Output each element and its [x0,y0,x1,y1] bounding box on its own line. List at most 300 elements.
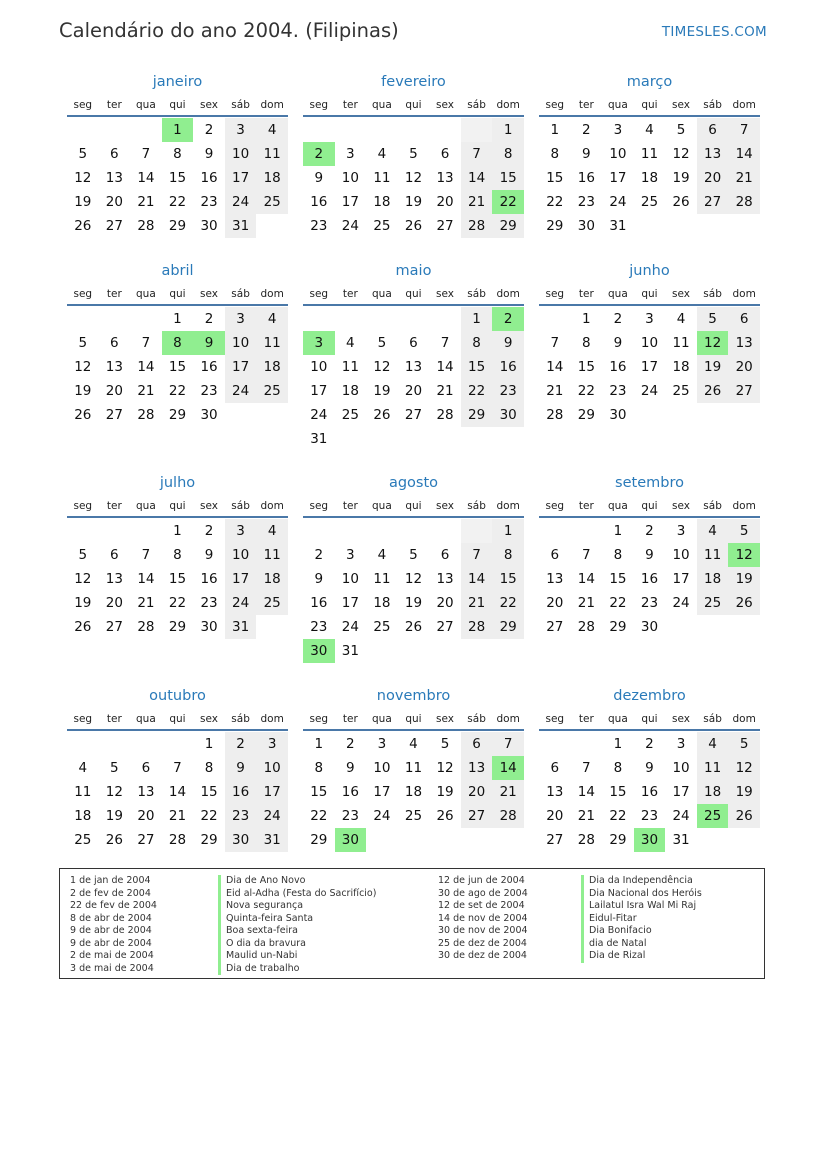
legend-date: 9 de abr de 2004 [70,937,152,949]
brand-link[interactable]: TIMESLES.COM [661,24,767,40]
day-cell: 4 [256,519,288,543]
day-cell: 25 [373,619,391,635]
day-cell: 25 [74,832,92,848]
day-cell: 26 [74,218,92,234]
weekday-label: seg [309,713,329,725]
day-cell: 12 [672,146,690,162]
day-grid [539,519,760,639]
weekday-label: seg [545,288,565,300]
day-cell: 24 [225,379,257,403]
weekday-label: dom [732,500,756,512]
legend-holiday-name: Dia de Rizal [581,950,702,963]
day-cell: 27 [436,218,454,234]
day-cell: 2 [645,523,654,539]
day-cell: 1 [613,523,623,539]
empty-day-cell [665,403,697,427]
day-cell: 19 [373,383,391,399]
weekday-label: sáb [467,99,486,111]
empty-day-cell [398,519,430,543]
day-cell: 1 [613,736,623,752]
empty-day-cell [335,519,367,543]
holiday-day-cell: 22 [492,190,524,214]
weekday-label: sáb [231,288,250,300]
empty-day-cell [366,639,398,663]
day-cell: 24 [672,808,690,824]
day-cell: 23 [200,595,218,611]
day-cell: 9 [204,547,214,563]
day-cell: 12 [373,359,391,375]
day-cell: 13 [697,142,729,166]
empty-day-cell [335,118,367,142]
day-cell: 5 [78,547,88,563]
day-cell: 27 [728,379,760,403]
day-cell: 19 [74,595,92,611]
day-cell: 5 [728,519,760,543]
weekday-header [539,498,760,518]
weekday-label: qua [372,99,392,111]
day-cell: 29 [168,619,187,635]
weekday-label: sex [436,99,455,111]
legend-date: 1 de jan de 2004 [70,875,151,886]
weekday-label: qua [136,713,156,725]
day-cell: 22 [492,591,524,615]
day-cell: 15 [609,571,627,587]
weekday-label: ter [106,99,122,111]
day-cell: 18 [697,780,729,804]
day-cell: 19 [672,170,690,186]
day-cell: 3 [256,732,288,756]
weekday-label: dom [732,713,756,725]
legend-holiday-name: Dia da Independência [581,875,702,888]
day-cell: 12 [105,784,123,800]
month-name: fevereiro [381,74,446,90]
day-cell: 5 [676,122,686,138]
weekday-label: seg [73,99,93,111]
weekday-label: qui [169,500,186,512]
day-cell: 27 [404,407,423,423]
month-outubro [67,687,288,852]
legend-holiday-name: Boa sexta-feira [218,925,376,938]
day-cell: 19 [728,780,760,804]
day-cell: 26 [404,619,423,635]
weekday-label: dom [732,288,756,300]
day-cell: 25 [256,190,288,214]
month-name: maio [395,263,432,279]
day-cell: 15 [609,784,627,800]
empty-day-cell [130,307,162,331]
weekday-label: dom [496,500,520,512]
holiday-day-cell: 8 [162,331,194,355]
day-cell: 16 [200,170,218,186]
weekday-header [67,286,288,306]
day-cell: 22 [577,383,595,399]
empty-day-cell [429,307,461,331]
day-cell: 1 [492,118,524,142]
day-cell: 1 [173,311,182,327]
day-cell: 16 [577,170,595,186]
weekday-label: sex [200,500,219,512]
weekday-header [303,711,524,731]
day-cell: 7 [728,118,760,142]
day-cell: 9 [582,146,591,162]
holiday-day-cell: 30 [335,828,367,852]
legend-holiday-name: Lailatul Isra Wal Mi Raj [581,900,702,913]
day-cell: 28 [492,804,524,828]
legend-date: 8 de abr de 2004 [70,912,152,924]
day-cell: 18 [672,359,690,375]
weekday-label: seg [309,99,329,111]
day-cell: 20 [728,355,760,379]
day-cell: 20 [137,808,155,824]
day-cell: 10 [225,543,257,567]
day-cell: 30 [200,218,218,234]
day-cell: 6 [110,335,119,351]
day-cell: 24 [341,619,359,635]
day-cell: 6 [440,547,450,563]
empty-day-cell [461,828,493,852]
weekday-label: qui [169,99,186,111]
day-cell: 19 [728,567,760,591]
day-grid [67,519,288,639]
empty-day-cell [225,403,257,427]
empty-day-cell [398,118,430,142]
day-cell: 21 [461,591,493,615]
empty-day-cell [571,732,603,756]
day-cell: 25 [373,218,391,234]
empty-day-cell [256,214,288,238]
holiday-day-cell: 9 [193,331,225,355]
day-cell: 9 [225,756,257,780]
empty-day-cell [256,403,288,427]
day-cell: 11 [640,146,659,162]
day-cell: 7 [141,146,151,162]
weekday-label: dom [496,99,520,111]
day-cell: 5 [409,547,418,563]
day-cell: 26 [436,808,454,824]
legend-holiday-name: O dia da bravura [218,938,376,951]
day-grid [303,519,524,663]
legend-holiday-name: Eid al-Adha (Festa do Sacrifício) [218,888,376,901]
holiday-day-cell: 2 [303,142,335,166]
weekday-label: sex [672,288,691,300]
day-cell: 13 [546,571,564,587]
day-cell: 5 [728,732,760,756]
weekday-header [67,711,288,731]
day-cell: 13 [546,784,564,800]
legend-names-right [581,875,702,963]
day-cell: 18 [697,567,729,591]
legend-date: 30 de dez de 2004 [438,950,527,961]
day-cell: 1 [204,736,214,752]
day-cell: 8 [613,760,623,776]
day-cell: 17 [225,166,257,190]
legend-holiday-name: Dia de trabalho [218,963,376,976]
day-cell: 26 [404,218,423,234]
day-cell: 18 [256,166,288,190]
day-cell: 26 [373,407,391,423]
day-cell: 5 [110,760,119,776]
day-cell: 6 [110,146,119,162]
day-cell: 8 [173,146,182,162]
weekday-label: dom [260,500,284,512]
day-cell: 15 [492,567,524,591]
day-cell: 14 [577,571,595,587]
empty-day-cell [335,307,367,331]
day-cell: 6 [110,547,119,563]
month-name: abril [161,263,194,279]
day-cell: 20 [697,166,729,190]
weekday-header [67,498,288,518]
day-cell: 20 [546,808,564,824]
day-cell: 17 [672,784,690,800]
day-cell: 21 [137,595,155,611]
day-cell: 27 [105,407,123,423]
weekday-label: ter [342,288,358,300]
day-cell: 24 [256,804,288,828]
day-cell: 24 [640,383,659,399]
holiday-day-cell: 30 [303,639,335,663]
day-cell: 18 [404,784,423,800]
legend-holiday-name: Quinta-feira Santa [218,913,376,926]
day-cell: 15 [310,784,328,800]
day-cell: 26 [728,591,760,615]
day-cell: 9 [346,760,355,776]
weekday-label: sex [200,713,219,725]
day-cell: 17 [256,780,288,804]
day-cell: 22 [546,194,564,210]
day-cell: 21 [168,808,187,824]
day-cell: 25 [256,591,288,615]
day-cell: 29 [461,403,493,427]
weekday-label: seg [73,288,93,300]
day-cell: 4 [697,732,729,756]
day-grid [303,118,524,238]
empty-day-cell [130,118,162,142]
day-cell: 24 [225,591,257,615]
empty-day-cell [539,307,571,331]
weekday-header [303,286,524,306]
day-cell: 14 [546,359,564,375]
day-cell: 1 [492,519,524,543]
legend-date: 2 de mai de 2004 [70,950,154,961]
day-cell: 29 [609,832,627,848]
day-cell: 4 [346,335,355,351]
weekday-label: seg [545,713,565,725]
day-cell: 11 [697,543,729,567]
weekday-label: dom [732,99,756,111]
day-cell: 23 [492,379,524,403]
empty-day-cell [67,307,99,331]
empty-day-cell [256,615,288,639]
day-cell: 18 [640,170,659,186]
day-cell: 6 [440,146,450,162]
day-cell: 22 [168,595,187,611]
day-cell: 7 [582,760,591,776]
day-cell: 31 [609,218,627,234]
weekday-label: qui [405,713,422,725]
weekday-label: sáb [231,99,250,111]
weekday-label: seg [73,500,93,512]
day-cell: 25 [404,808,423,824]
day-cell: 18 [341,383,359,399]
empty-day-cell [398,427,430,451]
month-setembro [539,474,760,639]
day-cell: 29 [492,615,524,639]
day-cell: 14 [461,166,493,190]
empty-day-cell [429,118,461,142]
holiday-day-cell: 12 [697,331,729,355]
day-cell: 24 [310,407,328,423]
day-cell: 22 [168,194,187,210]
day-cell: 18 [74,808,92,824]
day-cell: 21 [461,190,493,214]
day-cell: 13 [105,571,123,587]
day-cell: 3 [225,118,257,142]
weekday-label: qui [169,713,186,725]
empty-day-cell [728,828,760,852]
holiday-day-cell: 12 [728,543,760,567]
weekday-label: dom [260,288,284,300]
day-cell: 17 [373,784,391,800]
day-cell: 18 [256,567,288,591]
day-cell: 5 [440,736,450,752]
month-janeiro [67,73,288,238]
legend-holiday-name: Dia de Ano Novo [218,875,376,888]
empty-day-cell [492,828,524,852]
day-cell: 2 [204,523,214,539]
empty-day-cell [99,732,131,756]
day-cell: 1 [582,311,591,327]
day-cell: 3 [346,547,355,563]
day-cell: 19 [697,355,729,379]
day-grid [539,118,760,238]
weekday-label: seg [545,500,565,512]
legend-date: 25 de dez de 2004 [438,937,527,949]
empty-day-cell [130,519,162,543]
day-cell: 6 [461,732,493,756]
weekday-label: dom [496,713,520,725]
day-cell: 28 [577,832,595,848]
day-cell: 7 [582,547,591,563]
weekday-label: sáb [467,500,486,512]
weekday-label: qui [641,99,658,111]
day-cell: 28 [436,407,454,423]
day-cell: 11 [256,543,288,567]
day-cell: 14 [137,170,155,186]
day-cell: 19 [74,194,92,210]
day-cell: 13 [105,359,123,375]
weekday-label: qua [608,500,628,512]
legend-holiday-name: Nova segurança [218,900,376,913]
day-cell: 11 [373,571,391,587]
holiday-legend [59,868,765,979]
day-cell: 19 [404,194,423,210]
day-cell: 29 [492,214,524,238]
day-cell: 17 [310,383,328,399]
month-dezembro [539,687,760,852]
day-cell: 3 [676,736,686,752]
day-cell: 4 [409,736,418,752]
day-cell: 3 [377,736,387,752]
day-cell: 16 [200,571,218,587]
day-cell: 1 [550,122,560,138]
weekday-label: seg [73,713,93,725]
day-cell: 17 [672,571,690,587]
day-cell: 29 [168,218,187,234]
day-cell: 20 [436,595,454,611]
empty-day-cell [461,639,493,663]
day-cell: 27 [546,832,564,848]
day-cell: 1 [173,523,182,539]
day-cell: 23 [640,595,659,611]
weekday-label: qui [641,500,658,512]
weekday-label: qua [136,288,156,300]
weekday-label: sáb [703,713,722,725]
day-cell: 14 [577,784,595,800]
day-cell: 28 [728,190,760,214]
day-cell: 6 [409,335,418,351]
day-cell: 26 [74,619,92,635]
day-cell: 7 [461,543,493,567]
day-cell: 31 [256,828,288,852]
day-grid [539,732,760,852]
day-cell: 30 [640,619,659,635]
day-cell: 4 [377,547,387,563]
day-grid [67,307,288,427]
legend-date: 30 de ago de 2004 [438,887,528,899]
empty-day-cell [728,214,760,238]
month-março [539,73,760,238]
month-name: junho [629,263,670,279]
day-cell: 28 [137,407,155,423]
day-cell: 8 [582,335,591,351]
day-cell: 18 [373,595,391,611]
day-cell: 28 [461,615,493,639]
day-cell: 12 [404,571,423,587]
holiday-day-cell: 1 [162,118,194,142]
day-cell: 10 [373,760,391,776]
empty-day-cell [99,307,131,331]
day-cell: 3 [225,307,257,331]
day-cell: 12 [728,756,760,780]
day-cell: 11 [672,335,690,351]
empty-day-cell [697,214,729,238]
empty-day-cell [99,519,131,543]
empty-day-cell [492,427,524,451]
legend-date: 30 de nov de 2004 [438,925,528,936]
day-cell: 28 [137,619,155,635]
day-cell: 30 [225,828,257,852]
weekday-label: ter [342,99,358,111]
day-cell: 26 [105,832,123,848]
day-cell: 2 [582,122,591,138]
day-cell: 26 [672,194,690,210]
day-cell: 28 [546,407,564,423]
holiday-day-cell: 2 [492,307,524,331]
day-cell: 9 [613,335,623,351]
month-name: março [626,74,673,90]
day-cell: 7 [141,335,151,351]
month-name: dezembro [613,688,686,704]
month-name: setembro [615,475,684,491]
month-name: julho [159,475,196,491]
empty-day-cell [634,214,666,238]
day-cell: 22 [168,383,187,399]
day-cell: 10 [672,547,690,563]
day-cell: 20 [461,780,493,804]
empty-day-cell [429,828,461,852]
day-cell: 5 [78,335,88,351]
